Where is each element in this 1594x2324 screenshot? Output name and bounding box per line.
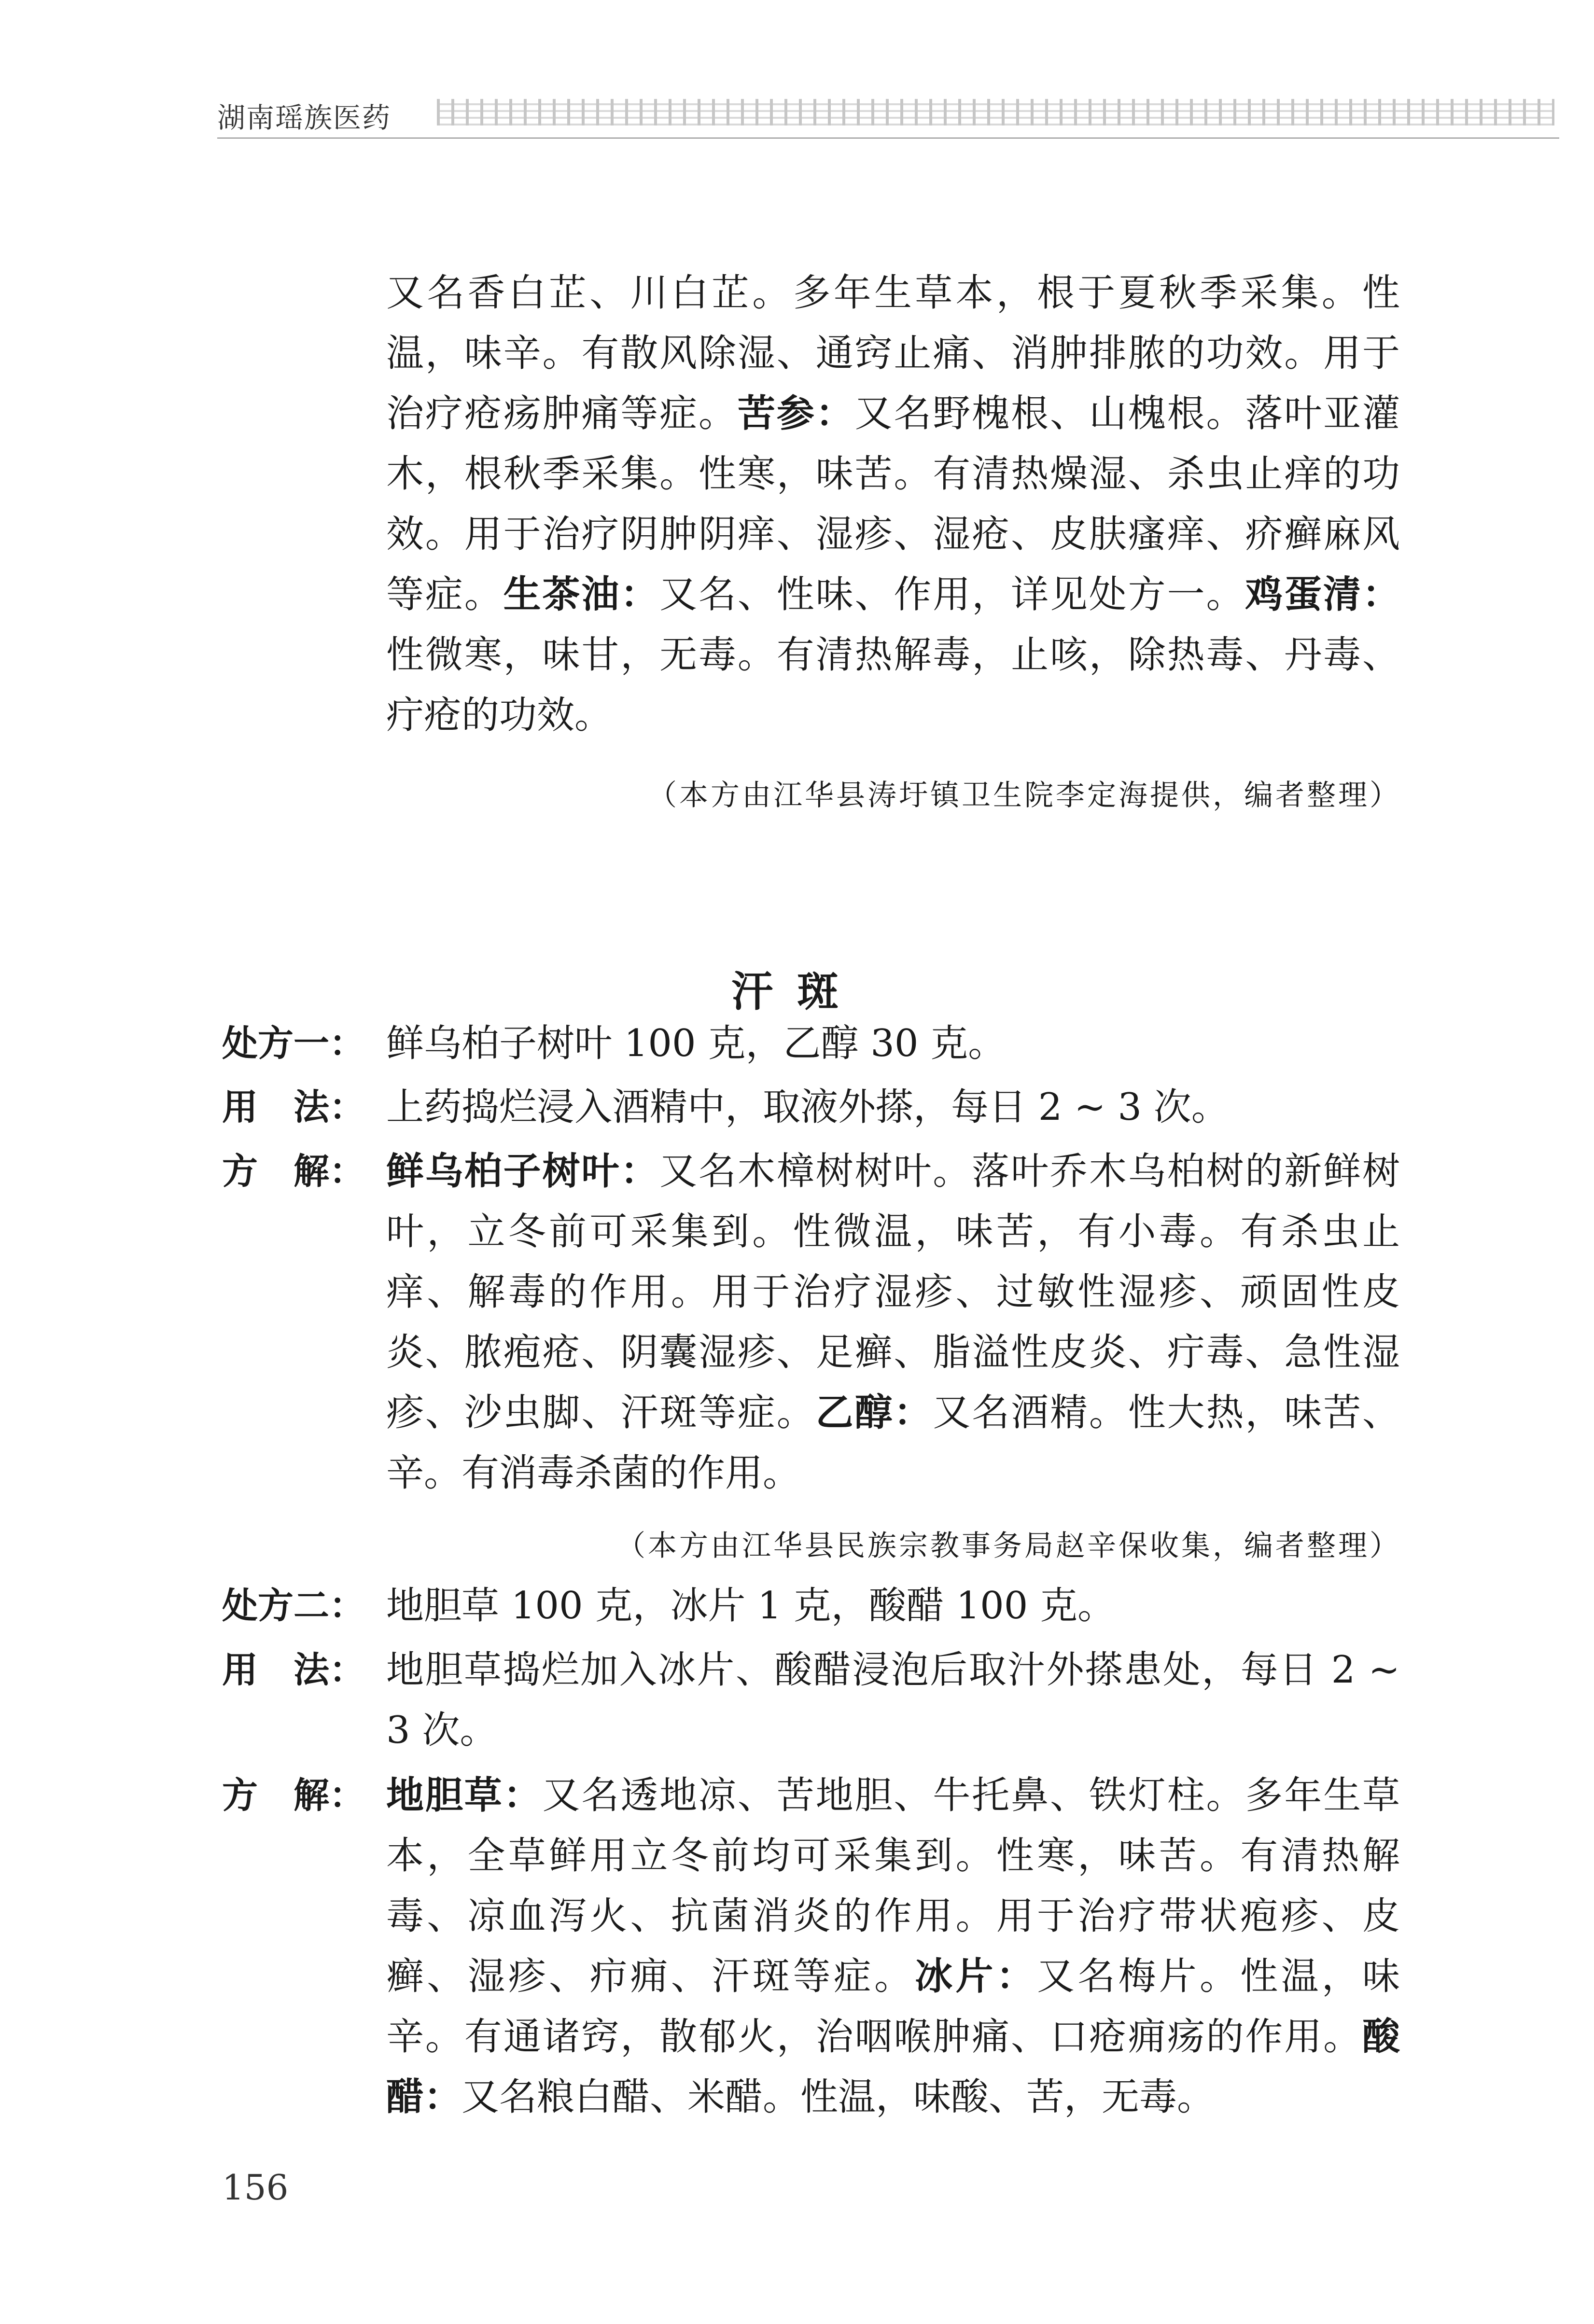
usage-2 xyxy=(222,1640,1400,1761)
herb-name: 鲜乌柏子树叶： xyxy=(386,1150,660,1193)
explanation-1 xyxy=(222,1141,1400,1503)
paragraph-text: 又名酒精。性大热，味苦、辛。有消毒杀菌的作用。 xyxy=(386,1391,1400,1495)
source-note: （本方由江华县民族宗教事务局赵辛保收集，编者整理） xyxy=(616,1529,1401,1563)
herb-name: 酸醋： xyxy=(386,2015,1400,2119)
running-header xyxy=(217,89,1559,142)
paragraph-text: 又名木樟树树叶。落叶乔木乌柏树的新鲜树叶，立冬前可采集到。性微温，味苦，有小毒。有杀虫止痒、解毒的作用。用于治疗湿疹、过敏性湿疹、顽固性皮炎、脓疱疮、阴囊湿疹、足癣、脂溢性皮炎、疔毒、急性湿疹、沙虫脚、汗斑等症。 xyxy=(386,1150,1400,1434)
herb-name: 鸡蛋清： xyxy=(1245,573,1400,616)
prescription-text: 地胆草 100 克，冰片 1 克，酸醋 100 克。 xyxy=(386,1584,1116,1628)
section-title: 汗斑 xyxy=(731,967,863,1016)
herb-name: 地胆草： xyxy=(386,1774,543,1817)
prescription-label: 处方一： xyxy=(222,1023,365,1064)
prescription-2 xyxy=(222,1576,1400,1636)
usage-label: 用 法： xyxy=(222,1649,365,1691)
herb-name: 生茶油： xyxy=(503,573,660,616)
herb-name: 乙醇： xyxy=(815,1391,933,1434)
herb-name: 苦参： xyxy=(737,392,855,435)
paragraph-text: 又名野槐根、山槐根。落叶亚灌木，根秋季采集。性寒，味苦。有清热燥湿、杀虫止痒的功效。用于治疗阴肿阴痒、湿疹、湿疮、皮肤瘙痒、疥癣麻风等症。 xyxy=(386,392,1400,616)
usage-label: 用 法： xyxy=(222,1086,365,1128)
paragraph-text: 又名香白芷、川白芷。多年生草本，根于夏秋季采集。性温，味辛。有散风除湿、通窍止痛、消肿排脓的功效。用于治疗疮疡肿痛等症。 xyxy=(386,271,1400,435)
prescription-label: 处方二： xyxy=(222,1585,365,1627)
paragraph-text: 性微寒，味甘，无毒。有清热解毒，止咳，除热毒、丹毒、疔疮的功效。 xyxy=(386,633,1400,737)
decorative-border xyxy=(437,99,1554,125)
explanation-label: 方 解： xyxy=(222,1151,365,1192)
paragraph-text: 又名、性味、作用，详见处方一。 xyxy=(659,573,1245,616)
paragraph-text: 又名透地凉、苦地胆、牛托鼻、铁灯柱。多年生草本，全草鲜用立冬前均可采集到。性寒，味苦。有清热解毒、凉血泻火、抗菌消炎的作用。用于治疗带状疱疹、皮癣、湿疹、疖痈、汗斑等症。 xyxy=(386,1774,1400,1998)
source-note: （本方由江华县涛圩镇卫生院李定海提供，编者整理） xyxy=(648,779,1401,812)
page-number: 156 xyxy=(222,2167,289,2208)
herb-name: 冰片： xyxy=(915,1955,1037,1998)
usage-text: 地胆草捣烂加入冰片、酸醋浸泡后取汁外搽患处，每日 2 ~ 3 次。 xyxy=(386,1648,1400,1752)
prescription-text: 鲜乌柏子树叶 100 克，乙醇 30 克。 xyxy=(386,1022,1006,1065)
continued-paragraph xyxy=(386,263,1400,746)
paragraph-text: 又名梅片。性温，味辛。有通诸窍，散郁火，治咽喉肿痛、口疮痈疡的作用。 xyxy=(386,1955,1400,2059)
header-rule xyxy=(217,138,1559,139)
explanation-text xyxy=(386,1141,1400,1503)
usage-text: 上药捣烂浸入酒精中，取液外搽，每日 2 ~ 3 次。 xyxy=(386,1085,1229,1129)
explanation-label: 方 解： xyxy=(222,1775,365,1816)
usage-1 xyxy=(222,1077,1400,1138)
explanation-2 xyxy=(222,1766,1400,2128)
paragraph-text: 又名粮白醋、米醋。性温，味酸、苦，无毒。 xyxy=(461,2075,1215,2119)
prescription-1 xyxy=(222,1014,1400,1074)
explanation-text xyxy=(386,1766,1400,2128)
book-title: 湖南瑶族医药 xyxy=(217,101,392,134)
